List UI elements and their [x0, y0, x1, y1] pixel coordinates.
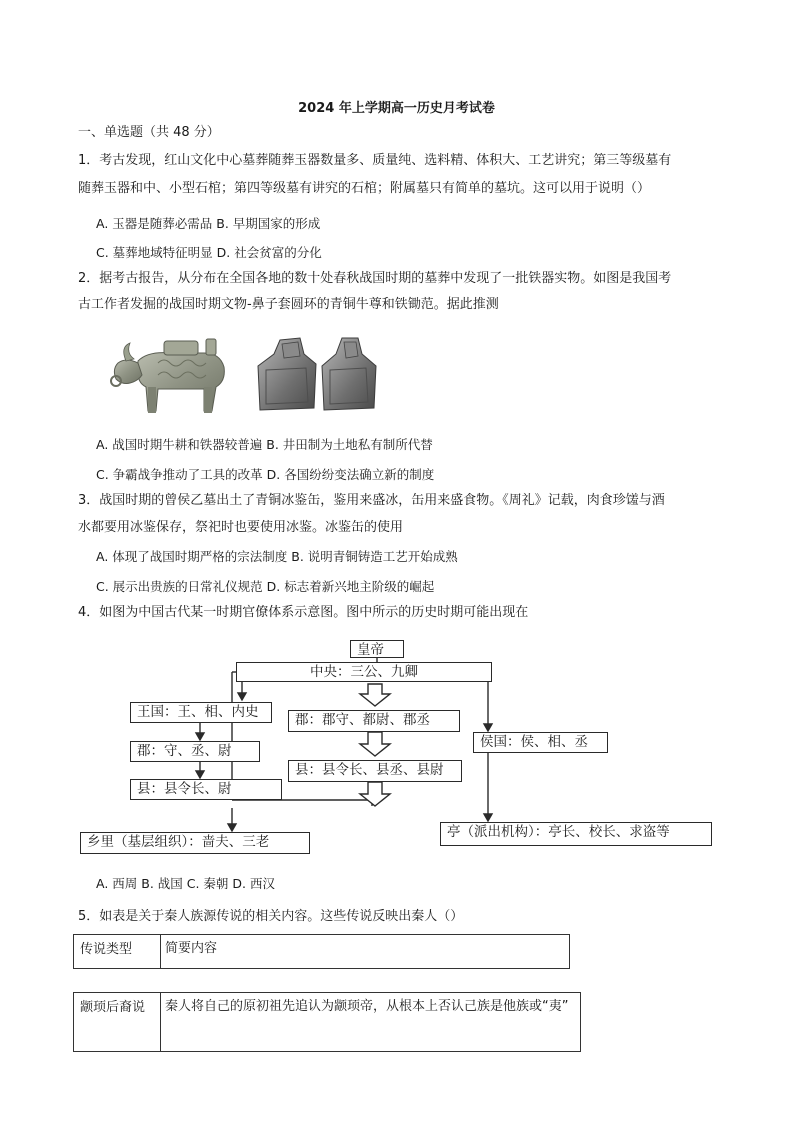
q4-stem: 4．如图为中国古代某一时期官僚体系示意图。图中所示的历史时期可能出现在: [78, 605, 529, 620]
q1-stem-line2: 随葬玉器和中、小型石棺；第四等级墓有讲究的石棺；附属墓只有简单的墓坑。这可以用于说明（）: [78, 181, 651, 196]
q2-options-ab: A. 战国时期牛耕和铁器较普遍 B. 井田制为土地私有制所代替: [96, 437, 433, 452]
diagram-box-emperor: 皇帝: [350, 640, 404, 658]
diagram-box-xian-mid: 县：县令长、县丞、县尉: [288, 760, 462, 782]
iron-hoe-mold-image: [254, 336, 380, 414]
section-heading: 一、单选题（共 48 分）: [78, 125, 220, 140]
q4-options: A. 西周 B. 战国 C. 秦朝 D. 西汉: [96, 876, 275, 891]
q1-stem-line1: 1．考古发现，红山文化中心墓葬随葬玉器数量多、质量纯、选料精、体积大、工艺讲究；第三等级墓有: [78, 153, 672, 168]
q5-table-row-col1: 颛顼后裔说: [74, 993, 161, 1051]
q3-stem-line2: 水都要用冰鉴保存，祭祀时也要使用冰鉴。冰鉴缶的使用: [78, 520, 404, 535]
q5-table-row: [73, 992, 581, 1052]
diagram-box-ting: 亭（派出机构）：亭长、校长、求盗等: [440, 822, 712, 846]
bronze-ox-zun-image: [108, 333, 236, 417]
diagram-box-jun-left: 郡：守、丞、尉: [130, 741, 260, 762]
q2-options-cd: C. 争霸战争推动了工具的改革 D. 各国纷纷变法确立新的制度: [96, 467, 435, 482]
q1-options-cd: C. 墓葬地域特征明显 D. 社会贫富的分化: [96, 245, 322, 260]
q2-stem-line2: 古工作者发掘的战国时期文物-鼻子套圆环的青铜牛尊和铁锄范。据此推测: [78, 297, 499, 312]
diagram-box-jun-mid: 郡：郡守、都尉、郡丞: [288, 710, 460, 732]
q5-table-header-col2: 简要内容: [165, 941, 218, 956]
q3-options-ab: A. 体现了战国时期严格的宗法制度 B. 说明青铜铸造工艺开始成熟: [96, 549, 458, 564]
diagram-box-central: 中央：三公、九卿: [236, 662, 492, 682]
q5-table-row-col2: 秦人将自己的原初祖先追认为颛顼帝，从根本上否认己族是他族或“夷”: [165, 999, 569, 1014]
q3-options-cd: C. 展示出贵族的日常礼仪规范 D. 标志着新兴地主阶级的崛起: [96, 579, 435, 594]
diagram-box-xiangli: 乡里（基层组织）：啬夫、三老: [80, 832, 310, 854]
diagram-box-xian-left: 县：县令长、尉: [130, 779, 282, 800]
q5-table-header-col1: 传说类型: [74, 935, 161, 968]
q3-stem-line1: 3．战国时期的曾侯乙墓出土了青铜冰鉴缶，鉴用来盛冰，缶用来盛食物。《周礼》记载，肉食珍馐与酒: [78, 493, 665, 508]
q1-options-ab: A. 玉器是随葬必需品 B. 早期国家的形成: [96, 216, 321, 231]
q5-stem: 5．如表是关于秦人族源传说的相关内容。这些传说反映出秦人（）: [78, 909, 464, 924]
q2-stem-line1: 2．据考古报告，从分布在全国各地的数十处春秋战国时期的墓葬中发现了一批铁器实物。如图是我国考: [78, 271, 672, 286]
diagram-box-marquis: 侯国：侯、相、丞: [473, 732, 608, 753]
q5-table-header-row: [73, 934, 570, 969]
diagram-box-kingdom: 王国：王、相、内史: [130, 702, 272, 723]
exam-title: 2024 年上学期高一历史月考试卷: [298, 101, 495, 116]
